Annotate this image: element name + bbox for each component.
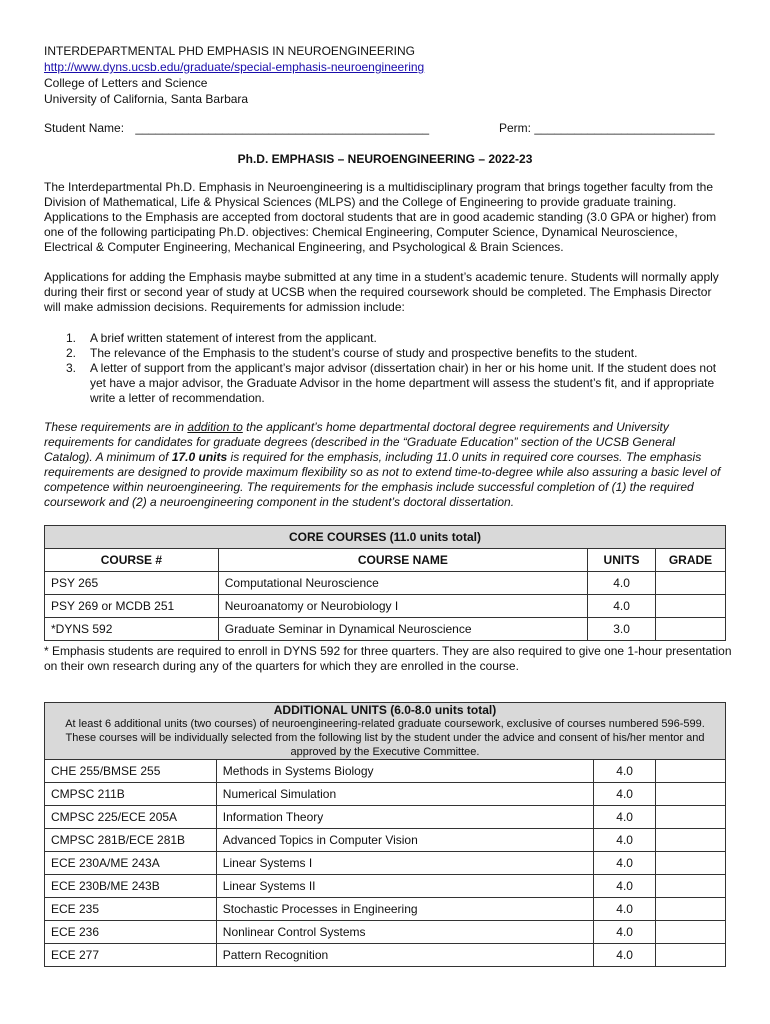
additional-units-header — [45, 703, 726, 760]
grade-cell[interactable] — [656, 944, 726, 967]
student-name-label: Student Name: — [44, 121, 125, 135]
table-row: ECE 236 Nonlinear Control Systems 4.0 — [45, 921, 726, 944]
additional-units-description: At least 6 additional units (two courses) of neuroengineering-related graduate coursework, exclusive of courses numbered 596-599. These courses will be individually selected from the following list by the student under the advice and consent of his/her mentor and approved by the Executive Committee. — [65, 718, 705, 758]
list-item: 2. The relevance of the Emphasis to the student’s course of study and prospective benefits to the student. — [66, 346, 638, 360]
grade-cell[interactable] — [656, 875, 726, 898]
column-header-units: UNITS — [588, 549, 656, 572]
student-info-line — [44, 121, 724, 135]
university-name: University of California, Santa Barbara — [44, 92, 249, 106]
table-row: CHE 255/BMSE 255 Methods in Systems Biology 4.0 — [45, 760, 726, 783]
grade-cell[interactable] — [656, 852, 726, 875]
table-row: CMPSC 225/ECE 205A Information Theory 4.0 — [45, 806, 726, 829]
intro-paragraph: The Interdepartmental Ph.D. Emphasis in Neuroengineering is a multidisciplinary program that brings together faculty from the Division of Mathematical, Life & Physical Sciences (MLPS) and the College of Engineering to provide graduate training. Applications to the Emphasis are accepted from doctoral students that are in good academic standing (3.0 GPA or higher) from one of the following participating Ph.D. objectives: Chemical Engineering, Computer Science, Dynamical Neuroscience, Electrical & Computer Engineering, Mechanical Engineering, and Psychological & Brain Sciences. — [44, 180, 717, 254]
grade-cell[interactable] — [656, 572, 726, 595]
list-item: 3. A letter of support from the applicant’s major advisor (dissertation chair) in her or his home unit. If the student does not yet have a major advisor, the Graduate Advisor in the home department will assess the student’s fit, and if appropriate write a letter of recommendation. — [66, 361, 717, 405]
core-courses-note: * Emphasis students are required to enroll in DYNS 592 for three quarters. They are also required to give one 1-hour presentation on their own research during any of the quarters for which they are enrolled in the course. — [44, 644, 732, 673]
table-row: ECE 235 Stochastic Processes in Engineering 4.0 — [45, 898, 726, 921]
grade-cell[interactable] — [656, 595, 726, 618]
grade-cell[interactable] — [656, 760, 726, 783]
additional-units-table — [44, 702, 726, 967]
column-header-grade: GRADE — [656, 549, 726, 572]
grade-cell[interactable] — [656, 921, 726, 944]
program-title: INTERDEPARTMENTAL PHD EMPHASIS IN NEUROENGINEERING — [44, 44, 415, 58]
college-name: College of Letters and Science — [44, 76, 208, 90]
units-bold: 17.0 units — [171, 450, 228, 464]
student-name-field[interactable]: ____________________________________________ — [135, 121, 430, 135]
core-courses-table — [44, 525, 726, 641]
grade-cell[interactable] — [656, 783, 726, 806]
table-row: PSY 265 Computational Neuroscience 4.0 — [45, 572, 726, 595]
requirements-note-paragraph: These requirements are in addition to the applicant’s home departmental doctoral degree requirements and University requirements for candidates for graduate degrees (described in the “Graduate Education” section of the UCSB General Catalog). A minimum of 17.0 units is required for the emphasis, including 11.0 units in required core courses. The emphasis requirements are designed to provide maximum flexibility so as not to extend time-to-degree while also assuring a basic level of competence within neuroengineering. The requirements for the emphasis include successful completion of (1) the required coursework and (2) a neuroengineering component in the student’s doctoral dissertation. — [44, 420, 721, 509]
table-row: ECE 230B/ME 243B Linear Systems II 4.0 — [45, 875, 726, 898]
document-header — [44, 43, 424, 107]
column-header-course-name: COURSE NAME — [218, 549, 587, 572]
core-courses-title: CORE COURSES (11.0 units total) — [45, 526, 726, 549]
grade-cell[interactable] — [656, 829, 726, 852]
addition-to-underlined: addition to — [187, 420, 243, 434]
grade-cell[interactable] — [656, 806, 726, 829]
table-row: ECE 230A/ME 243A Linear Systems I 4.0 — [45, 852, 726, 875]
grade-cell[interactable] — [656, 898, 726, 921]
additional-units-title: ADDITIONAL UNITS (6.0-8.0 units total) — [273, 703, 497, 717]
page-title: Ph.D. EMPHASIS – NEUROENGINEERING – 2022-23 — [237, 152, 533, 166]
requirements-list — [44, 331, 724, 406]
applications-paragraph: Applications for adding the Emphasis maybe submitted at any time in a student’s academic tenure. Students will normally apply during their first or second year of study at UCSB when the required coursework should be completed. The Emphasis Director will make admission decisions. Requirements for admission include: — [44, 270, 719, 314]
program-url-link[interactable]: http://www.dyns.ucsb.edu/graduate/special-emphasis-neuroengineering — [44, 60, 425, 74]
table-row: CMPSC 281B/ECE 281B Advanced Topics in Computer Vision 4.0 — [45, 829, 726, 852]
perm-label: Perm: — [499, 121, 532, 135]
table-row: *DYNS 592 Graduate Seminar in Dynamical Neuroscience 3.0 — [45, 618, 726, 641]
table-row: CMPSC 211B Numerical Simulation 4.0 — [45, 783, 726, 806]
grade-cell[interactable] — [656, 618, 726, 641]
table-row: ECE 277 Pattern Recognition 4.0 — [45, 944, 726, 967]
column-header-course: COURSE # — [45, 549, 219, 572]
list-item: 1. A brief written statement of interest from the applicant. — [66, 331, 377, 345]
perm-field[interactable]: ___________________________ — [534, 121, 715, 135]
table-row: PSY 269 or MCDB 251 Neuroanatomy or Neurobiology I 4.0 — [45, 595, 726, 618]
